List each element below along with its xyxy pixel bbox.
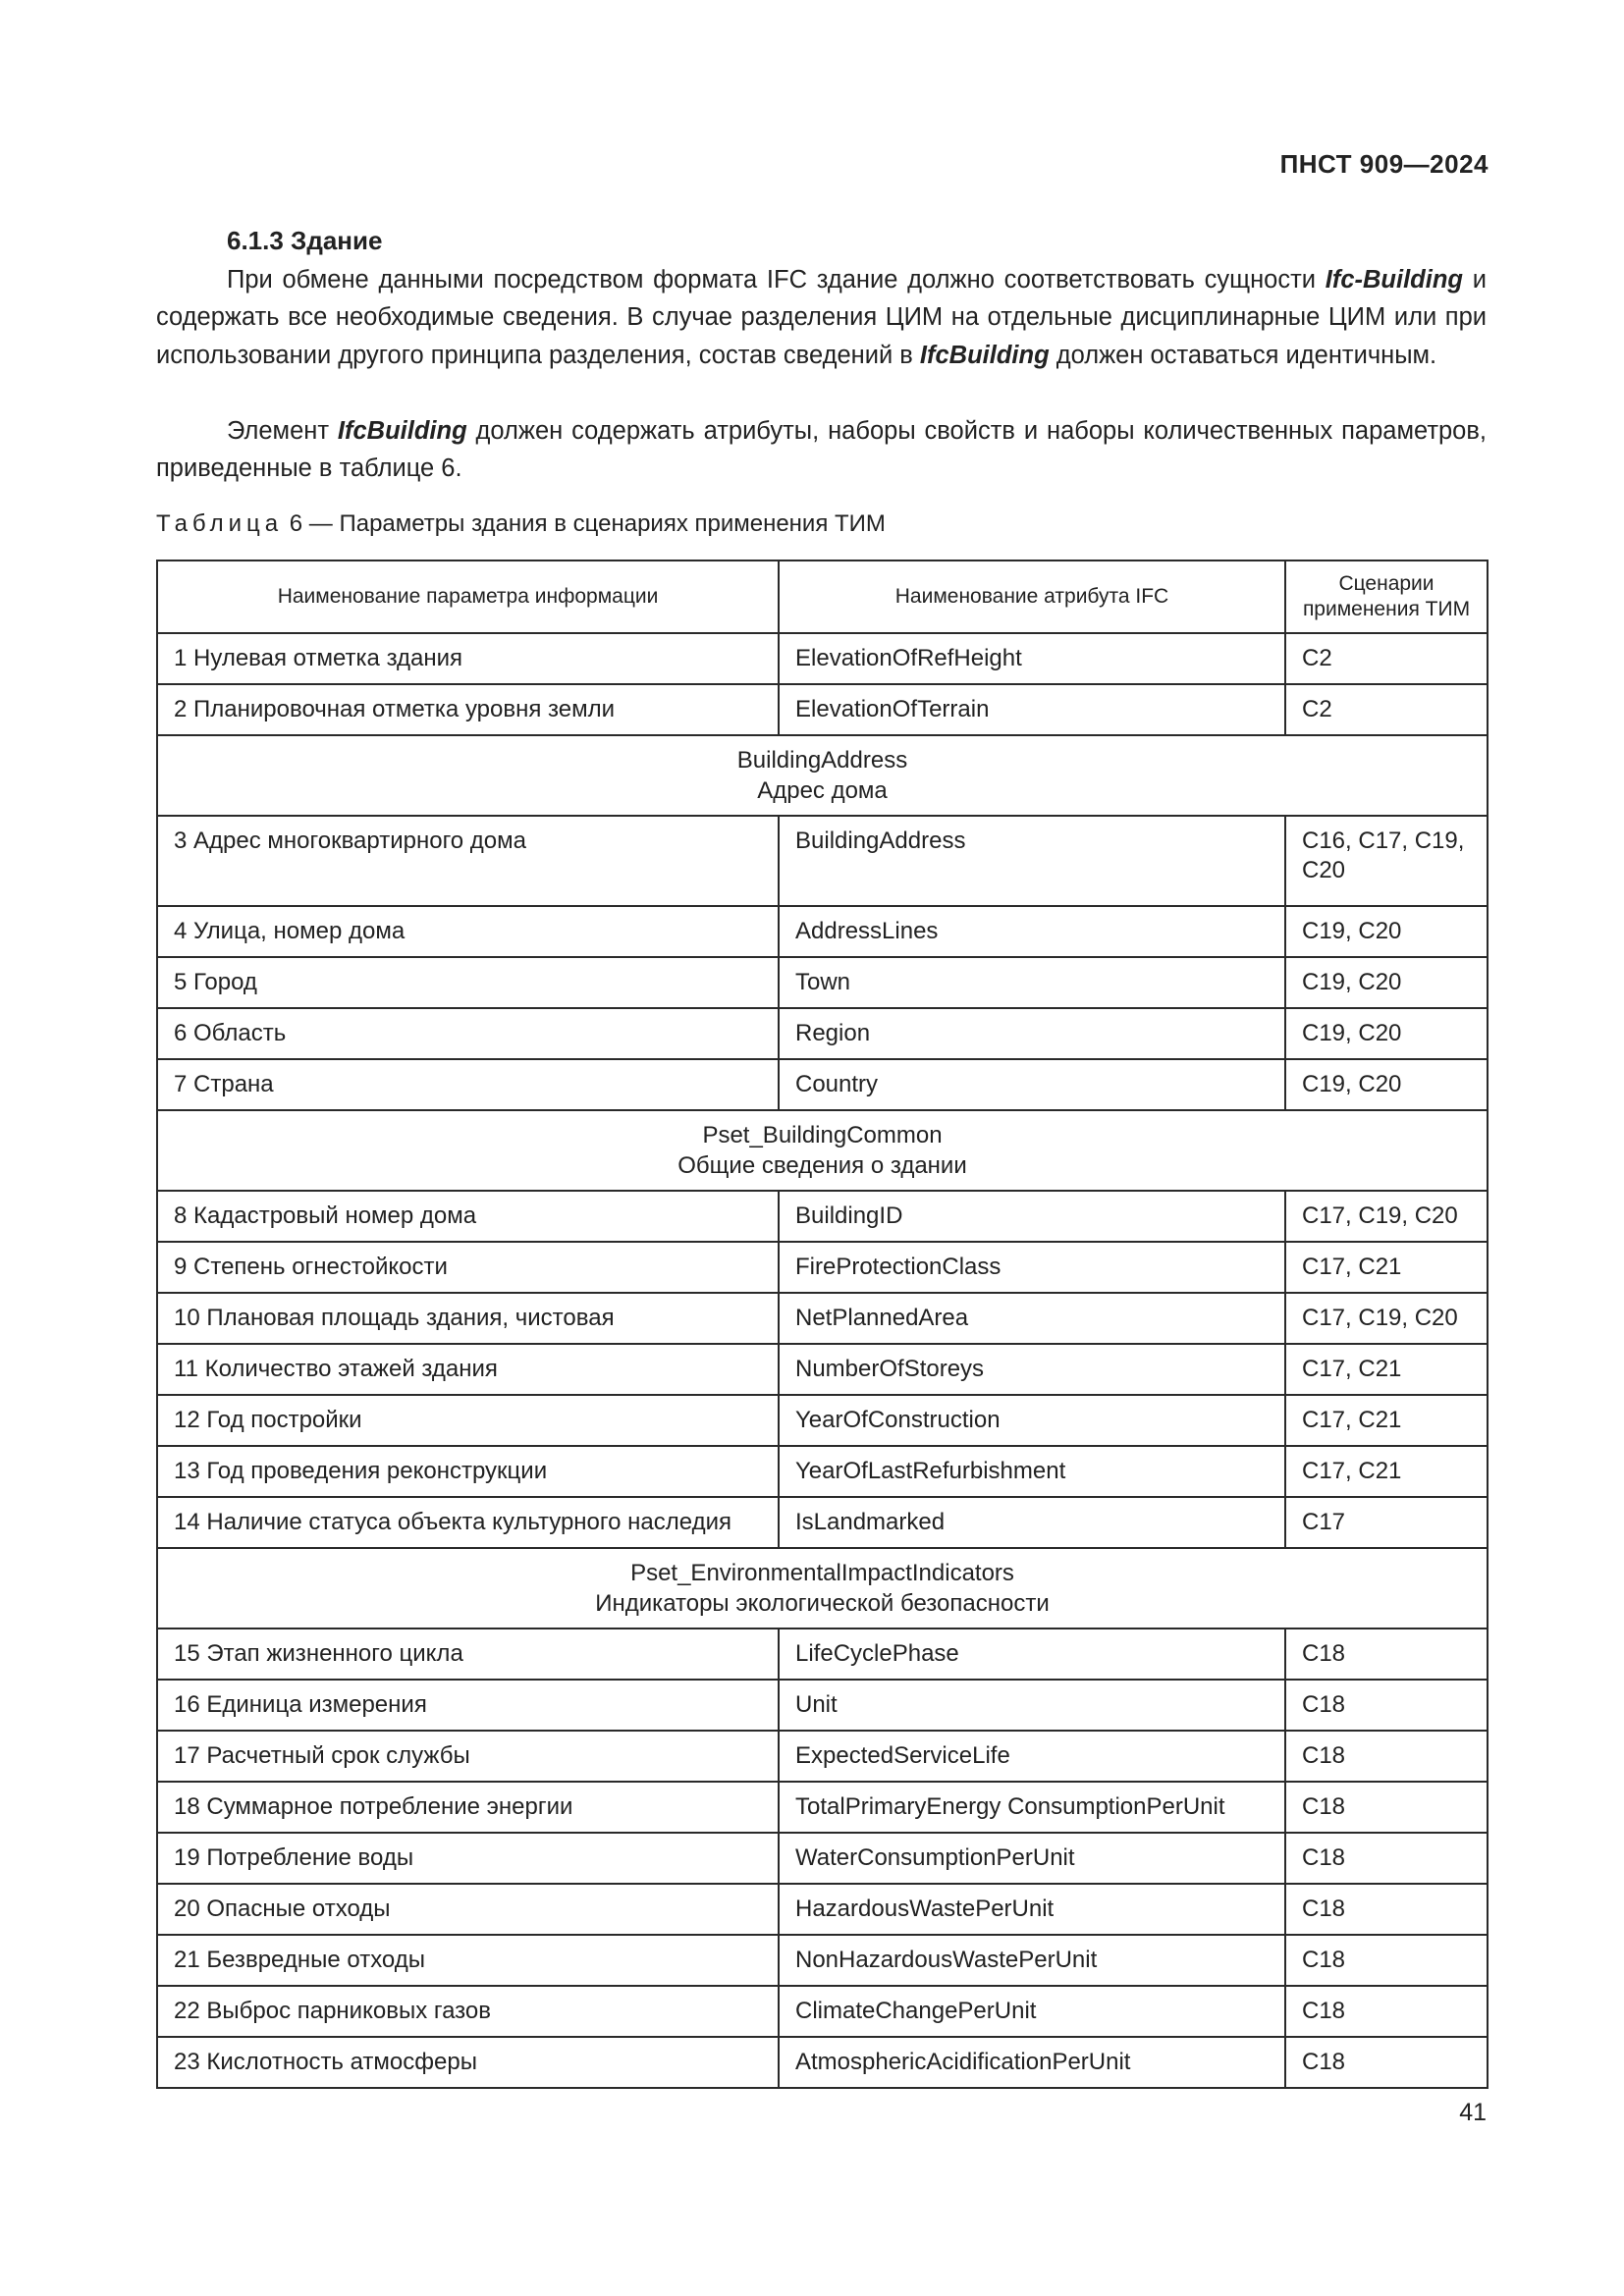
attribute-cell: BuildingAddress	[779, 816, 1285, 906]
attribute-cell: IsLandmarked	[779, 1497, 1285, 1548]
attribute-cell: WaterConsumptionPerUnit	[779, 1833, 1285, 1884]
group-code: Pset_BuildingCommon	[702, 1122, 943, 1148]
group-code: Pset_EnvironmentalImpactIndicators	[630, 1560, 1014, 1586]
attribute-cell: NetPlannedArea	[779, 1293, 1285, 1344]
parameter-cell: 4 Улица, номер дома	[157, 906, 779, 957]
parameter-cell: 17 Расчетный срок службы	[157, 1731, 779, 1782]
table-row	[157, 1446, 1488, 1497]
parameter-cell: 6 Область	[157, 1008, 779, 1059]
table-row	[157, 1986, 1488, 2037]
table-row	[157, 1680, 1488, 1731]
scenario-cell: C18	[1285, 1782, 1488, 1833]
table-row	[157, 906, 1488, 957]
table-caption-text: 6 — Параметры здания в сценариях применения ТИМ	[289, 510, 886, 537]
attribute-cell: ClimateChangePerUnit	[779, 1986, 1285, 2037]
attribute-cell: NumberOfStoreys	[779, 1344, 1285, 1395]
scenario-cell: C18	[1285, 1935, 1488, 1986]
parameter-cell: 15 Этап жизненного цикла	[157, 1629, 779, 1680]
scenario-cell: C17, C21	[1285, 1446, 1488, 1497]
p1-text-3: должен оставаться идентичным.	[1049, 341, 1437, 369]
table-row	[157, 816, 1488, 906]
attribute-cell: FireProtectionClass	[779, 1242, 1285, 1293]
attribute-cell: YearOfLastRefurbishment	[779, 1446, 1285, 1497]
table-row	[157, 1242, 1488, 1293]
group-title: Индикаторы экологической безопасности	[595, 1590, 1050, 1617]
scenario-cell: C19, C20	[1285, 1008, 1488, 1059]
parameter-cell: 16 Единица измерения	[157, 1680, 779, 1731]
parameter-cell: 7 Страна	[157, 1059, 779, 1110]
table-row	[157, 1731, 1488, 1782]
page-number: 41	[1459, 2099, 1487, 2126]
table-row	[157, 1059, 1488, 1110]
group-cell	[157, 1110, 1488, 1191]
column-header-scenarios: Сценарии применения ТИМ	[1285, 561, 1488, 633]
column-header-parameter: Наименование параметра информации	[157, 561, 779, 633]
scenario-text: C16, C17, C19, C20	[1302, 828, 1465, 883]
column-header-attribute: Наименование атрибута IFC	[779, 561, 1285, 633]
scenario-cell: C19, C20	[1285, 906, 1488, 957]
scenario-cell: C2	[1285, 633, 1488, 684]
attribute-cell: ElevationOfTerrain	[779, 684, 1285, 735]
group-title: Общие сведения о здании	[677, 1152, 967, 1179]
paragraph-1	[156, 261, 1487, 374]
scenario-cell: C18	[1285, 1833, 1488, 1884]
parameter-cell: 9 Степень огнестойкости	[157, 1242, 779, 1293]
table-row	[157, 633, 1488, 684]
scenario-cell: C18	[1285, 1731, 1488, 1782]
group-row-building-address	[157, 735, 1488, 816]
table-row	[157, 1935, 1488, 1986]
parameter-cell: 13 Год проведения реконструкции	[157, 1446, 779, 1497]
parameter-cell: 2 Планировочная отметка уровня земли	[157, 684, 779, 735]
table-row	[157, 957, 1488, 1008]
scenario-cell: C2	[1285, 684, 1488, 735]
table-row	[157, 2037, 1488, 2088]
scenario-cell: C18	[1285, 1680, 1488, 1731]
attribute-cell: HazardousWastePerUnit	[779, 1884, 1285, 1935]
table-caption-label: Таблица	[156, 510, 284, 537]
p1-text-1: При обмене данными посредством формата IFC здание должно соответствовать сущности	[227, 266, 1326, 294]
scenario-cell	[1285, 816, 1488, 906]
attribute-cell: AddressLines	[779, 906, 1285, 957]
table-row	[157, 1395, 1488, 1446]
scenario-cell: C17, C19, C20	[1285, 1191, 1488, 1242]
parameter-cell: 8 Кадастровый номер дома	[157, 1191, 779, 1242]
parameter-cell: 3 Адрес многоквартирного дома	[157, 816, 779, 906]
table-row	[157, 1833, 1488, 1884]
table-row	[157, 1344, 1488, 1395]
table-row	[157, 1497, 1488, 1548]
parameter-cell: 12 Год постройки	[157, 1395, 779, 1446]
parameters-table	[156, 560, 1489, 2089]
p1-text-2: и содержать все необходимые сведения. В случае разделения ЦИМ на отдельные дисциплинарные ЦИМ или при использовании другого принципа разделения, состав сведений в	[156, 266, 1487, 369]
attribute-cell: TotalPrimaryEnergy ConsumptionPerUnit	[779, 1782, 1285, 1833]
scenario-cell: C17, C21	[1285, 1395, 1488, 1446]
table-row	[157, 1884, 1488, 1935]
table-row	[157, 1191, 1488, 1242]
parameter-cell: 22 Выброс парниковых газов	[157, 1986, 779, 2037]
attribute-cell: AtmosphericAcidificationPerUnit	[779, 2037, 1285, 2088]
attribute-cell: ElevationOfRefHeight	[779, 633, 1285, 684]
table-caption	[156, 510, 886, 538]
table-row	[157, 1629, 1488, 1680]
p1-emphasis-2: IfcBuilding	[919, 341, 1050, 369]
parameter-cell: 23 Кислотность атмосферы	[157, 2037, 779, 2088]
section-title: 6.1.3 Здание	[227, 226, 383, 255]
attribute-cell: LifeCyclePhase	[779, 1629, 1285, 1680]
p2-text-1: Элемент	[227, 417, 338, 445]
scenario-cell: C18	[1285, 1986, 1488, 2037]
scenario-cell: C17, C19, C20	[1285, 1293, 1488, 1344]
group-cell	[157, 1548, 1488, 1629]
attribute-cell: Region	[779, 1008, 1285, 1059]
group-row-environmental-impact	[157, 1548, 1488, 1629]
parameter-cell: 5 Город	[157, 957, 779, 1008]
scenario-cell: C17	[1285, 1497, 1488, 1548]
attribute-cell: YearOfConstruction	[779, 1395, 1285, 1446]
paragraph-2	[156, 412, 1487, 488]
scenario-cell: C18	[1285, 2037, 1488, 2088]
scenario-cell: C18	[1285, 1629, 1488, 1680]
scenario-cell: C19, C20	[1285, 1059, 1488, 1110]
parameter-cell: 18 Суммарное потребление энергии	[157, 1782, 779, 1833]
scenario-cell: C18	[1285, 1884, 1488, 1935]
scenario-cell: C17, C21	[1285, 1242, 1488, 1293]
p1-emphasis-1: Ifc-Building	[1325, 266, 1463, 294]
attribute-cell: BuildingID	[779, 1191, 1285, 1242]
group-row-building-common	[157, 1110, 1488, 1191]
p2-emphasis-1: IfcBuilding	[337, 417, 467, 445]
attribute-cell: ExpectedServiceLife	[779, 1731, 1285, 1782]
parameter-cell: 21 Безвредные отходы	[157, 1935, 779, 1986]
p2-text-2: должен содержать атрибуты, наборы свойств и наборы количественных параметров, приведенные в таблице 6.	[156, 417, 1487, 483]
table-row	[157, 1293, 1488, 1344]
group-cell	[157, 735, 1488, 816]
group-code: BuildingAddress	[736, 747, 908, 774]
parameter-cell: 19 Потребление воды	[157, 1833, 779, 1884]
attribute-cell: Unit	[779, 1680, 1285, 1731]
parameter-cell: 20 Опасные отходы	[157, 1884, 779, 1935]
scenario-cell: C19, C20	[1285, 957, 1488, 1008]
table-row	[157, 1008, 1488, 1059]
group-title: Адрес дома	[757, 777, 888, 804]
attribute-cell: Country	[779, 1059, 1285, 1110]
table-row	[157, 1782, 1488, 1833]
parameter-cell: 10 Плановая площадь здания, чистовая	[157, 1293, 779, 1344]
parameter-cell: 1 Нулевая отметка здания	[157, 633, 779, 684]
attribute-cell: NonHazardousWastePerUnit	[779, 1935, 1285, 1986]
scenario-cell: C17, C21	[1285, 1344, 1488, 1395]
parameter-cell: 11 Количество этажей здания	[157, 1344, 779, 1395]
table-header-row	[157, 561, 1488, 633]
attribute-cell: Town	[779, 957, 1285, 1008]
parameter-cell: 14 Наличие статуса объекта культурного наследия	[157, 1497, 779, 1548]
table-row	[157, 684, 1488, 735]
document-code: ПНСТ 909—2024	[1279, 149, 1489, 179]
